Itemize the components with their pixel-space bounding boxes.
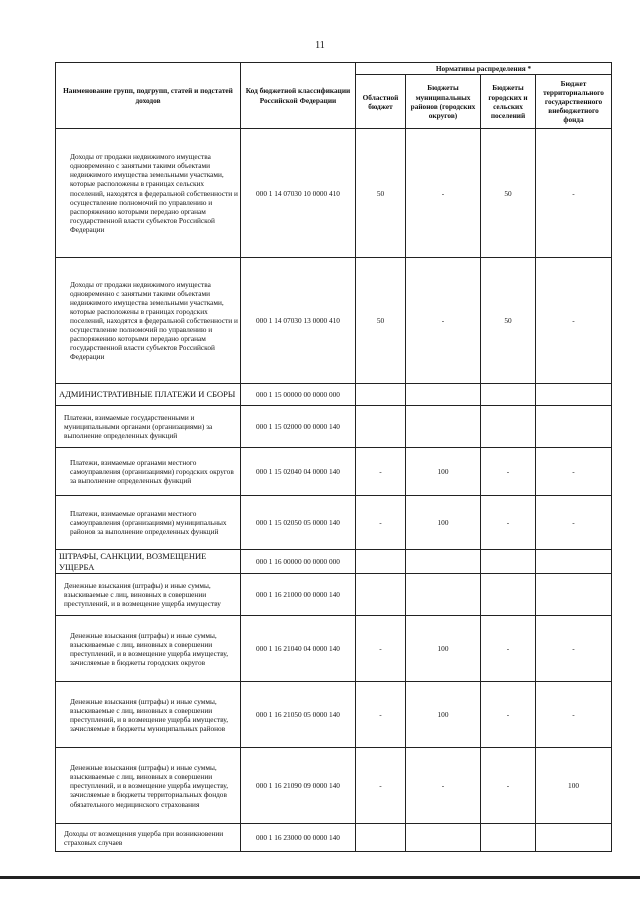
row-code: 000 1 15 02050 05 0000 140: [241, 496, 356, 550]
row-regional: -: [356, 448, 406, 496]
row-rural: -: [481, 748, 536, 824]
row-code: 000 1 16 23000 00 0000 140: [241, 824, 356, 852]
row-name: Доходы от продажи недвижимого имущества одновременно с занятыми такими объектами недвижимого имущества земельными участками, которые расположены в границах сельских поселений, находятся в федеральной собственности и осуществление полномочий по управлению и распоряжению которыми передано органам государственной власти субъектов Российской Федерации: [56, 129, 241, 258]
row-code: 000 1 16 21050 05 0000 140: [241, 682, 356, 748]
row-rural: 50: [481, 258, 536, 384]
row-fund: -: [536, 616, 612, 682]
row-code: 000 1 16 21040 04 0000 140: [241, 616, 356, 682]
row-rural: 50: [481, 129, 536, 258]
table-row: [56, 748, 612, 824]
page-bottom-rule: [0, 876, 640, 879]
row-code: 000 1 14 07030 13 0000 410: [241, 258, 356, 384]
header-name: Наименование групп, подгрупп, статей и подстатей доходов: [56, 63, 241, 129]
row-regional: [356, 550, 406, 574]
row-name: Денежные взыскания (штрафы) и иные суммы, взыскиваемые с лиц, виновных в совершении преступлений, и в возмещение ущерба имуществу, зачисляемые в бюджеты городских округов: [56, 616, 241, 682]
row-name: Денежные взыскания (штрафы) и иные суммы, взыскиваемые с лиц, виновных в совершении преступлений, и в возмещение ущерба имуществу: [56, 574, 241, 616]
row-fund: [536, 824, 612, 852]
row-rural: [481, 384, 536, 406]
row-regional: 50: [356, 129, 406, 258]
row-rural: [481, 406, 536, 448]
row-name: АДМИНИСТРАТИВНЫЕ ПЛАТЕЖИ И СБОРЫ: [56, 384, 241, 406]
row-name: Платежи, взимаемые органами местного самоуправления (организациями) муниципальных районов за выполнение определенных функций: [56, 496, 241, 550]
table-row: [56, 258, 612, 384]
row-rural: [481, 824, 536, 852]
row-municipal: 100: [406, 682, 481, 748]
row-name: Доходы от возмещения ущерба при возникновении страховых случаев: [56, 824, 241, 852]
row-municipal: [406, 550, 481, 574]
row-municipal: -: [406, 748, 481, 824]
row-name: Денежные взыскания (штрафы) и иные суммы, взыскиваемые с лиц, виновных в совершении преступлений, и в возмещение ущерба имуществу, зачисляемые в бюджеты территориальных фондов обязательного медицинского страхования: [56, 748, 241, 824]
row-rural: -: [481, 682, 536, 748]
row-municipal: [406, 574, 481, 616]
row-code: 000 1 15 02000 00 0000 140: [241, 406, 356, 448]
row-regional: 50: [356, 258, 406, 384]
row-name: Платежи, взимаемые государственными и муниципальными органами (организациями) за выполнение определенных функций: [56, 406, 241, 448]
row-name: Платежи, взимаемые органами местного самоуправления (организациями) городских округов за выполнение определенных функций: [56, 448, 241, 496]
row-municipal: 100: [406, 496, 481, 550]
row-municipal: [406, 384, 481, 406]
table-row: [56, 448, 612, 496]
row-regional: -: [356, 748, 406, 824]
row-regional: [356, 384, 406, 406]
row-code: 000 1 15 00000 00 0000 000: [241, 384, 356, 406]
table-row: [56, 616, 612, 682]
table-row: [56, 550, 612, 574]
row-municipal: [406, 406, 481, 448]
row-fund: [536, 406, 612, 448]
row-code: 000 1 16 00000 00 0000 000: [241, 550, 356, 574]
row-regional: -: [356, 682, 406, 748]
row-fund: -: [536, 448, 612, 496]
table-row: [56, 496, 612, 550]
row-fund: -: [536, 682, 612, 748]
row-regional: -: [356, 616, 406, 682]
header-fund: Бюджет территориального государственного внебюджетного фонда: [536, 75, 612, 129]
row-rural: -: [481, 448, 536, 496]
header-municipal: Бюджеты муниципальных районов (городских округов): [406, 75, 481, 129]
header-regional: Областной бюджет: [356, 75, 406, 129]
row-regional: [356, 824, 406, 852]
row-fund: 100: [536, 748, 612, 824]
row-municipal: 100: [406, 448, 481, 496]
row-code: 000 1 16 21000 00 0000 140: [241, 574, 356, 616]
row-regional: -: [356, 496, 406, 550]
row-name: Доходы от продажи недвижимого имущества одновременно с занятыми такими объектами недвижимого имущества земельными участками, которые расположены в границах городских поселений, находятся в федеральной собственности и осуществление полномочий по управлению и распоряжению которыми передано органам государственной власти субъектов Российской Федерации: [56, 258, 241, 384]
row-municipal: -: [406, 129, 481, 258]
row-rural: [481, 550, 536, 574]
row-code: 000 1 15 02040 04 0000 140: [241, 448, 356, 496]
table-row: [56, 574, 612, 616]
row-municipal: [406, 824, 481, 852]
row-name: ШТРАФЫ, САНКЦИИ, ВОЗМЕЩЕНИЕ УЩЕРБА: [56, 550, 241, 574]
row-regional: [356, 574, 406, 616]
table-row: [56, 129, 612, 258]
header-norms: Нормативы распределения *: [356, 63, 612, 75]
table-row: [56, 384, 612, 406]
table-row: [56, 824, 612, 852]
revenue-distribution-table: [55, 62, 612, 852]
row-rural: -: [481, 496, 536, 550]
row-municipal: 100: [406, 616, 481, 682]
header-rural: Бюджеты городских и сельских поселений: [481, 75, 536, 129]
row-municipal: -: [406, 258, 481, 384]
page-number: 11: [315, 40, 325, 51]
row-fund: [536, 384, 612, 406]
row-rural: -: [481, 616, 536, 682]
row-fund: [536, 574, 612, 616]
table-row: [56, 406, 612, 448]
row-code: 000 1 16 21090 09 0000 140: [241, 748, 356, 824]
row-fund: -: [536, 258, 612, 384]
row-fund: -: [536, 129, 612, 258]
row-regional: [356, 406, 406, 448]
row-code: 000 1 14 07030 10 0000 410: [241, 129, 356, 258]
row-fund: -: [536, 496, 612, 550]
table-row: [56, 682, 612, 748]
row-fund: [536, 550, 612, 574]
row-rural: [481, 574, 536, 616]
row-name: Денежные взыскания (штрафы) и иные суммы, взыскиваемые с лиц, виновных в совершении преступлений, и в возмещение ущерба имуществу, зачисляемые в бюджеты муниципальных районов: [56, 682, 241, 748]
header-code: Код бюджетной классификации Российской Федерации: [241, 63, 356, 129]
